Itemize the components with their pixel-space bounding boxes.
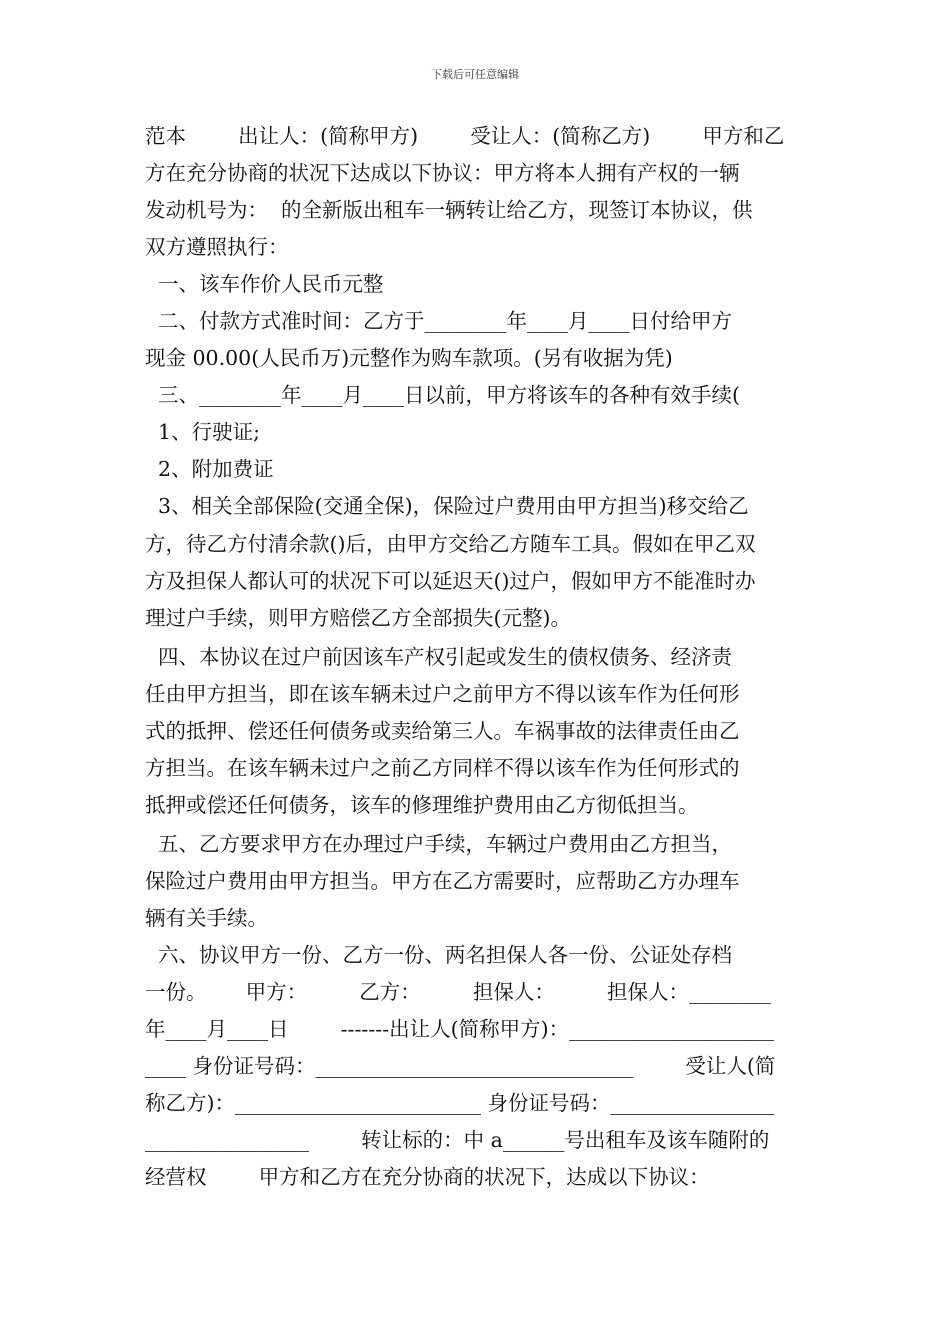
text-line: 理过户手续，则甲方赔偿乙方全部损失(元整)。 [145, 606, 571, 630]
text-line: 方，待乙方付清余款()后，由甲方交给乙方随车工具。假如在甲乙双 [145, 532, 756, 556]
text-line: 3、相关全部保险(交通全保)，保险过户费用由甲方担当)移交给乙 [145, 494, 749, 518]
text-line: 一、该车作价人民币元整 [145, 272, 384, 296]
text-line: 六、协议甲方一份、乙方一份、两名担保人各一份、公证处存档 [145, 943, 733, 967]
text-line: 1、行驶证; [145, 420, 260, 444]
text-line: 方及担保人都认可的状况下可以延迟天()过户，假如甲方不能准时办 [145, 569, 756, 593]
text-line: 范本 出让人：(简称甲方) 受让人：(简称乙方) 甲方和乙 [145, 124, 785, 148]
page-header: 下载后可任意编辑 [431, 68, 519, 81]
text-line: 保险过户费用由甲方担当。甲方在乙方需要时，应帮助乙方办理车 [145, 869, 740, 893]
text-line: 一份。 甲方： 乙方： 担保人： 担保人：________ [145, 980, 771, 1004]
text-line: 抵押或偿还任何债务，该车的修理维护费用由乙方彻低担当。 [145, 793, 699, 817]
text-line: 称乙方)：________________________ 身份证号码：________________ [145, 1091, 775, 1115]
text-line: 方在充分协商的状况下达成以下协议：甲方将本人拥有产权的一辆 [145, 161, 740, 185]
text-line: 五、乙方要求甲方在办理过户手续，车辆过户费用由乙方担当， [145, 832, 733, 856]
text-line: 四、本协议在过户前因该车产权引起或发生的债权债务、经济责 [145, 645, 733, 669]
text-line: 三、________年____月____日以前，甲方将该车的各种有效手续( [145, 383, 741, 407]
text-line: 发动机号为： 的全新版出租车一辆转让给乙方，现签订本协议，供 [145, 198, 753, 222]
text-line: 二、付款方式准时间：乙方于________年____月____日付给甲方 [145, 309, 733, 333]
text-line: 经营权 甲方和乙方在充分协商的状况下，达成以下协议： [145, 1165, 710, 1189]
text-line: 辆有关手续。 [145, 906, 268, 930]
text-line: ____ 身份证号码：_______________________________ 受让人(简 [145, 1054, 776, 1078]
text-line: 方担当。在该车辆未过户之前乙方同样不得以该车作为任何形式的 [145, 756, 740, 780]
text-line: 2、附加费证 [145, 457, 274, 481]
text-line: 双方遵照执行： [145, 235, 289, 259]
text-line: 任由甲方担当，即在该车辆未过户之前甲方不得以该车作为任何形 [145, 682, 740, 706]
text-line: 年____月____日 -------出让人(简称甲方)：____________________ [145, 1017, 775, 1041]
text-line: ________________ 转让标的：中 a______号出租车及该车随附的 [145, 1128, 770, 1152]
text-line: 式的抵押、偿还任何债务或卖给第三人。车祸事故的法律责任由乙 [145, 719, 740, 743]
text-line: 现金 00.00(人民币万)元整作为购车款项。(另有收据为凭) [145, 346, 673, 370]
